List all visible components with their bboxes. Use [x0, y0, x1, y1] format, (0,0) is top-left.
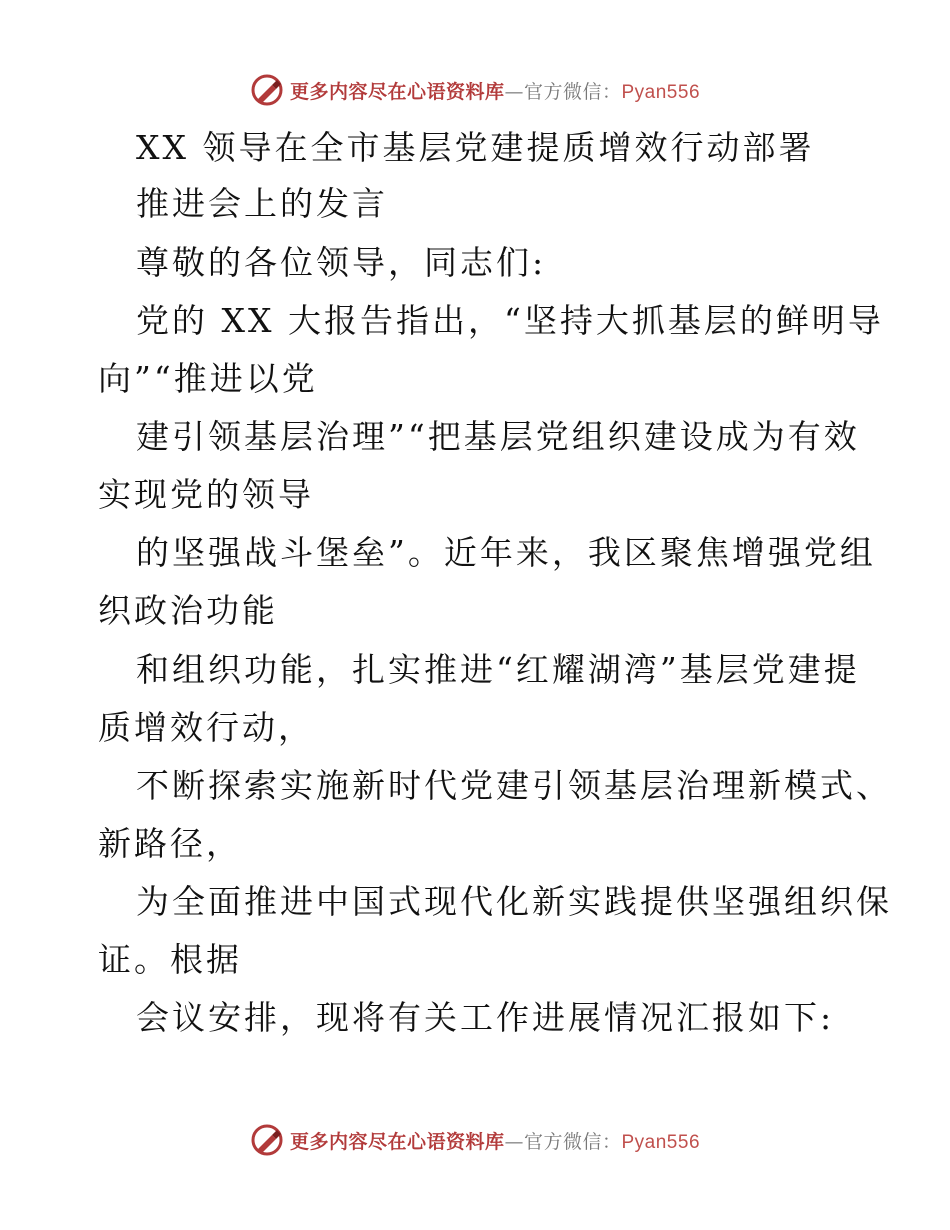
doc-text-line: 织政治功能 — [98, 591, 278, 630]
doc-text-line: 新路径， — [98, 824, 242, 863]
watermark-sub: 官方微信： — [523, 1130, 622, 1153]
watermark-main: 更多内容尽在心语资料库 — [289, 80, 505, 103]
doc-text-line: 实现党的领导 — [98, 475, 314, 514]
doc-text-line: 向”“推进以党 — [98, 359, 318, 398]
watermark-text — [290, 1127, 700, 1154]
pen-logo-icon — [250, 1123, 284, 1157]
watermark-text — [290, 77, 700, 104]
footer-watermark — [0, 1120, 950, 1160]
doc-text-line: 的坚强战斗堡垒”。近年来，我区聚焦增强党组 — [136, 533, 876, 572]
header-watermark — [0, 70, 950, 110]
watermark-dash: — — [504, 1130, 524, 1153]
doc-text-line: 为全面推进中国式现代化新实践提供坚强组织保 — [136, 882, 892, 921]
doc-salutation: 尊敬的各位领导，同志们: — [136, 243, 547, 282]
watermark-id: Pyan556 — [621, 1131, 701, 1153]
doc-text-line: 证。根据 — [98, 940, 242, 979]
doc-text-line: 会议安排，现将有关工作进展情况汇报如下: — [136, 998, 835, 1037]
doc-text-line: 和组织功能，扎实推进“红耀湖湾”基层党建提 — [136, 650, 860, 689]
watermark-sub: 官方微信： — [523, 80, 622, 103]
watermark-main: 更多内容尽在心语资料库 — [289, 1130, 505, 1153]
doc-text-line: 建引领基层治理”“把基层党组织建设成为有效 — [136, 417, 860, 456]
pen-logo-icon — [250, 73, 284, 107]
doc-title-line-1: XX 领导在全市基层党建提质增效行动部署 — [136, 128, 815, 167]
doc-text-line: 不断探索实施新时代党建引领基层治理新模式、 — [136, 766, 892, 805]
watermark-dash: — — [504, 80, 524, 103]
watermark-id: Pyan556 — [621, 81, 701, 103]
doc-text-line: 质增效行动， — [98, 708, 314, 747]
doc-text-line: 党的 XX 大报告指出，“坚持大抓基层的鲜明导 — [136, 301, 884, 340]
doc-title-line-2: 推进会上的发言 — [136, 184, 388, 223]
